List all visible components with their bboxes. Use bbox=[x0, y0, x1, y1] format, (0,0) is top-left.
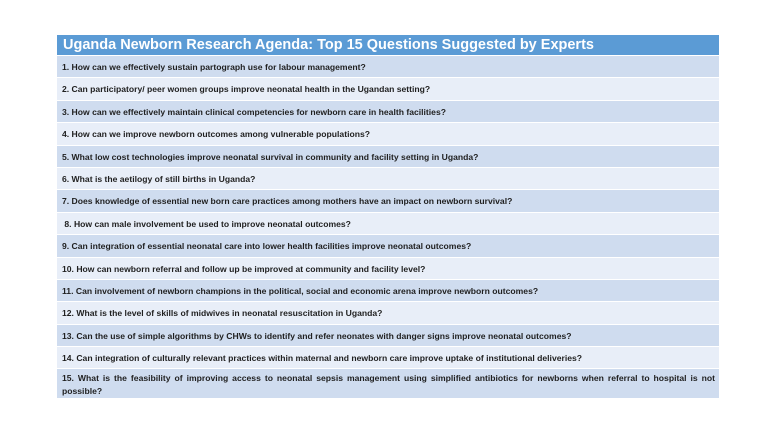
question-row-2: 2. Can participatory/ peer women groups improve neonatal health in the Ugandan setting? bbox=[57, 77, 719, 99]
question-row-7: 7. Does knowledge of essential new born care practices among mothers have an impact on newborn survival? bbox=[57, 189, 719, 211]
question-row-10: 10. How can newborn referral and follow up be improved at community and facility level? bbox=[57, 257, 719, 279]
question-row-14: 14. Can integration of culturally relevant practices within maternal and newborn care improve uptake of institutional deliveries? bbox=[57, 346, 719, 368]
question-row-5: 5. What low cost technologies improve neonatal survival in community and facility setting in Uganda? bbox=[57, 145, 719, 167]
question-row-9: 9. Can integration of essential neonatal care into lower health facilities improve neonatal outcomes? bbox=[57, 234, 719, 256]
table-title: Uganda Newborn Research Agenda: Top 15 Questions Suggested by Experts bbox=[57, 35, 719, 55]
question-row-3: 3. How can we effectively maintain clinical competencies for newborn care in health facilities? bbox=[57, 100, 719, 122]
question-row-15: 15. What is the feasibility of improving access to neonatal sepsis management using simplified antibiotics for newborns when referral to hospital is not possible? bbox=[57, 368, 719, 398]
question-row-11: 11. Can involvement of newborn champions in the political, social and economic arena improve newborn outcomes? bbox=[57, 279, 719, 301]
question-row-12: 12. What is the level of skills of midwives in neonatal resuscitation in Uganda? bbox=[57, 301, 719, 323]
question-row-1: 1. How can we effectively sustain partograph use for labour management? bbox=[57, 55, 719, 77]
research-agenda-table bbox=[57, 35, 719, 398]
question-row-13: 13. Can the use of simple algorithms by CHWs to identify and refer neonates with danger signs improve neonatal outcomes? bbox=[57, 324, 719, 346]
question-row-4: 4. How can we improve newborn outcomes among vulnerable populations? bbox=[57, 122, 719, 144]
question-row-6: 6. What is the aetilogy of still births in Uganda? bbox=[57, 167, 719, 189]
question-row-8: 8. How can male involvement be used to improve neonatal outcomes? bbox=[57, 212, 719, 234]
questions-list bbox=[57, 55, 719, 398]
